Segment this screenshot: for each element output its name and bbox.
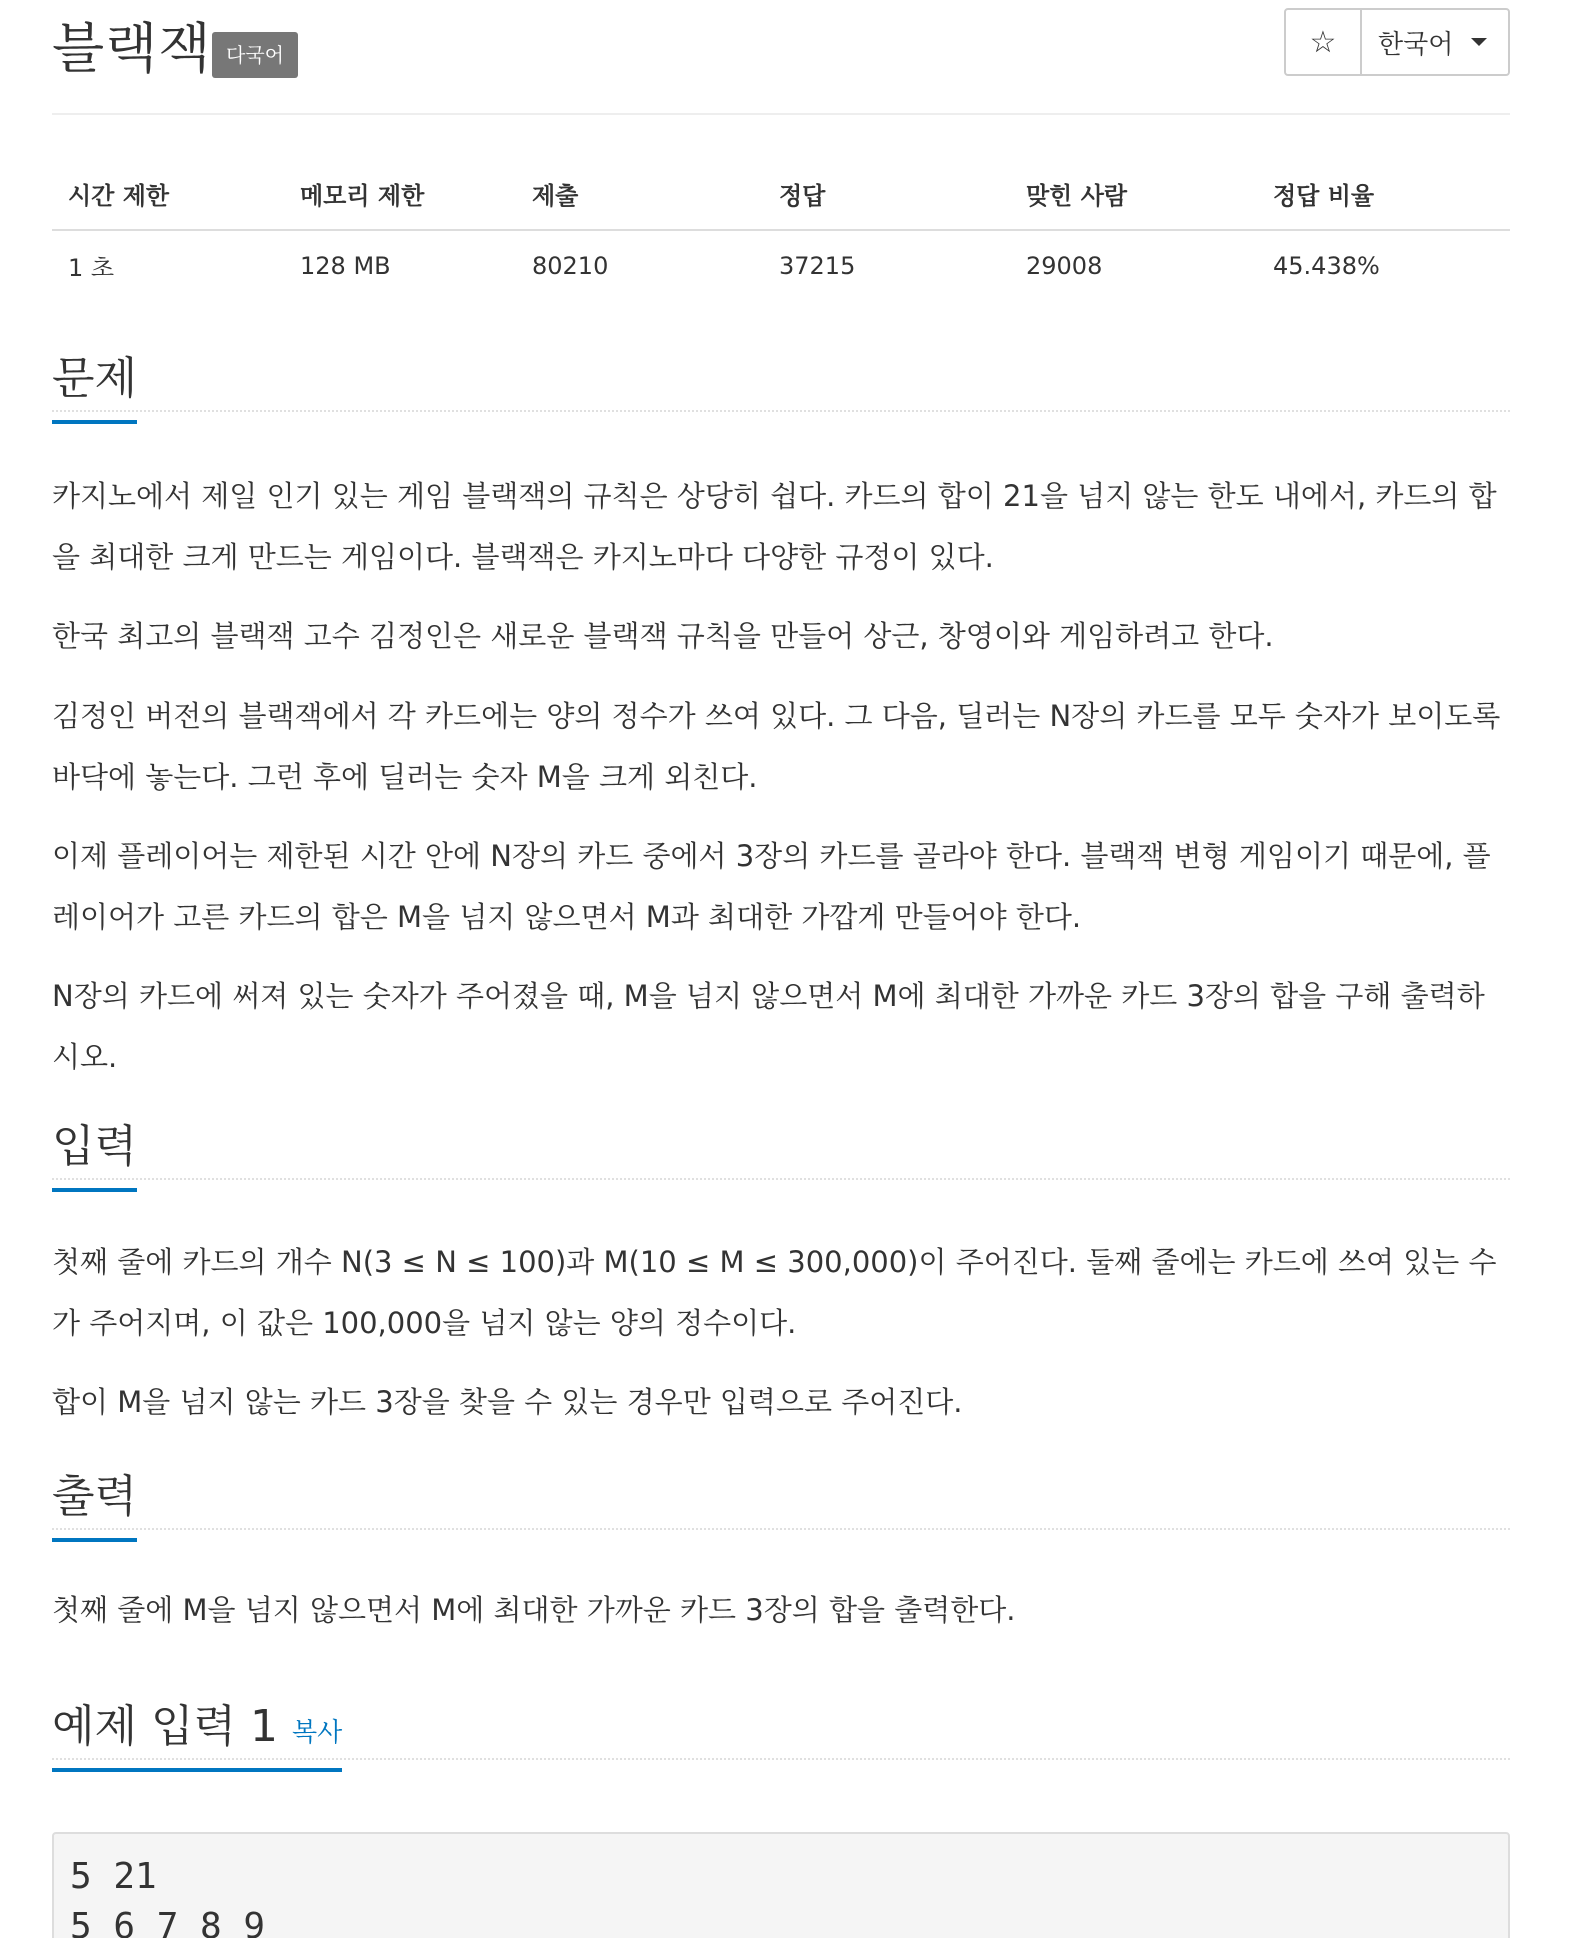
caret-down-icon [1471, 38, 1487, 46]
section-input-header [52, 1110, 1510, 1180]
header-accept-ratio: 정답 비율 [1257, 160, 1510, 230]
problem-info-table [52, 160, 1510, 300]
problem-paragraph: 카지노에서 제일 인기 있는 게임 블랙잭의 규칙은 상당히 쉽다. 카드의 합이 21을 넘지 않는 한도 내에서, 카드의 합을 최대한 크게 만드는 게임이다. 블랙잭은 카지노마다 다양한 규정이 있다. [52, 479, 1497, 574]
cell-time-limit: 1 초 [68, 254, 115, 282]
table-header-row [52, 160, 1510, 230]
header-submissions: 제출 [516, 160, 763, 230]
output-paragraph: 첫째 줄에 M을 넘지 않으면서 M에 최대한 가까운 카드 3장의 합을 출력한다. [52, 1593, 1016, 1627]
cell-solved-users[interactable]: 29008 [1026, 251, 1103, 280]
section-sample-input-title [52, 1690, 342, 1772]
sample-input-line: 5 6 7 8 9 [70, 1906, 266, 1938]
sample-input-box [52, 1832, 1510, 1938]
page-title: 블랙잭 [52, 17, 212, 80]
section-output-title: 출력 [52, 1460, 137, 1542]
language-label: 한국어 [1378, 29, 1454, 60]
problem-paragraph: 한국 최고의 블랙잭 고수 김정인은 새로운 블랙잭 규칙을 만들어 상근, 창영이와 게임하려고 한다. [52, 619, 1274, 653]
section-problem-header [52, 342, 1510, 412]
header-memory-limit: 메모리 제한 [284, 160, 516, 230]
header-accepted: 정답 [763, 160, 1010, 230]
section-input-title: 입력 [52, 1110, 137, 1192]
star-button[interactable] [1286, 10, 1362, 74]
cell-submissions[interactable]: 80210 [532, 251, 609, 280]
problem-paragraph: 김정인 버전의 블랙잭에서 각 카드에는 양의 정수가 쓰여 있다. 그 다음, 딜러는 N장의 카드를 모두 숫자가 보이도록 바닥에 놓는다. 그런 후에 딜러는 숫자 M을 크게 외친다. [52, 699, 1501, 794]
cell-accept-ratio: 45.438% [1273, 251, 1380, 280]
cell-memory-limit: 128 MB [300, 251, 391, 280]
problem-paragraph: N장의 카드에 써져 있는 숫자가 주어졌을 때, M을 넘지 않으면서 M에 최대한 가까운 카드 3장의 합을 구해 출력하시오. [52, 979, 1485, 1074]
section-output-header [52, 1460, 1510, 1530]
multilingual-badge[interactable]: 다국어 [212, 32, 298, 78]
sample-input-heading-text: 예제 입력 1 [52, 1701, 278, 1752]
input-paragraph: 합이 M을 넘지 않는 카드 3장을 찾을 수 있는 경우만 입력으로 주어진다. [52, 1385, 963, 1419]
header-time-limit: 시간 제한 [52, 160, 284, 230]
problem-header [52, 0, 1510, 115]
problem-paragraph: 이제 플레이어는 제한된 시간 안에 N장의 카드 중에서 3장의 카드를 골라야 한다. 블랙잭 변형 게임이기 때문에, 플레이어가 고른 카드의 합은 M을 넘지 않으면서 M과 최대한 가깝게 만들어야 한다. [52, 839, 1491, 934]
section-problem-title: 문제 [52, 342, 137, 424]
table-row [52, 230, 1510, 300]
header-actions [1284, 8, 1510, 76]
section-sample-input-header [52, 1690, 1510, 1760]
star-icon: ☆ [1309, 24, 1337, 60]
header-solved-users: 맞힌 사람 [1010, 160, 1257, 230]
language-dropdown[interactable] [1362, 10, 1508, 74]
sample-input-line: 5 21 [70, 1856, 157, 1897]
cell-accepted[interactable]: 37215 [779, 251, 856, 280]
input-paragraph: 첫째 줄에 카드의 개수 N(3 ≤ N ≤ 100)과 M(10 ≤ M ≤ 300,000)이 주어진다. 둘째 줄에는 카드에 쓰여 있는 수가 주어지며, 이 값은 100,000을 넘지 않는 양의 정수이다. [52, 1245, 1497, 1340]
copy-link[interactable]: 복사 [291, 1718, 343, 1748]
